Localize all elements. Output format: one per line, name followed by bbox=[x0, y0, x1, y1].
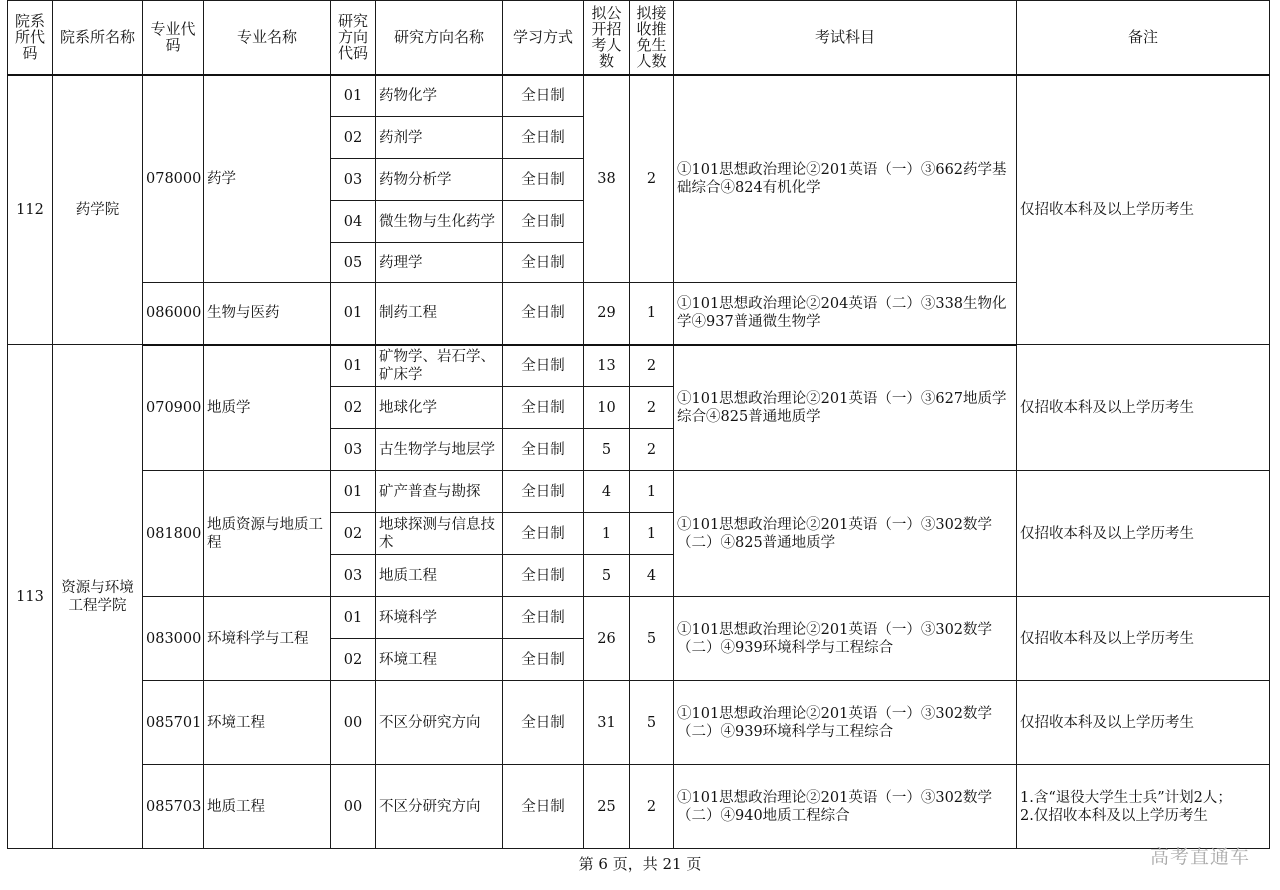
dir-code: 05 bbox=[331, 243, 376, 283]
major-name: 生物与医药 bbox=[204, 283, 331, 345]
major-code: 078000 bbox=[143, 75, 204, 283]
study-mode: 全日制 bbox=[503, 597, 584, 639]
plan-public: 31 bbox=[584, 681, 630, 765]
dir-name: 矿物学、岩石学、矿床学 bbox=[376, 345, 503, 387]
dept-name: 资源与环境工程学院 bbox=[53, 345, 143, 849]
note: 仅招收本科及以上学历考生 bbox=[1017, 681, 1270, 765]
plan-public: 26 bbox=[584, 597, 630, 681]
dir-name: 地球探测与信息技术 bbox=[376, 513, 503, 555]
plan-exempt: 2 bbox=[630, 75, 674, 283]
exam-subjects: ①101思想政治理论②201英语（一）③627地质学综合④825普通地质学 bbox=[674, 345, 1017, 471]
plan-exempt: 5 bbox=[630, 597, 674, 681]
note-line: 2.仅招收本科及以上学历考生 bbox=[1020, 807, 1208, 824]
plan-public: 29 bbox=[584, 283, 630, 345]
table-row bbox=[8, 471, 1270, 513]
exam-subjects: ①101思想政治理论②204英语（二）③338生物化学④937普通微生物学 bbox=[674, 283, 1017, 345]
plan-exempt: 1 bbox=[630, 513, 674, 555]
plan-public: 25 bbox=[584, 765, 630, 849]
page-footer: 第 6 页，共 21 页 bbox=[578, 855, 702, 873]
major-name: 环境工程 bbox=[204, 681, 331, 765]
exam-subjects: ①101思想政治理论②201英语（一）③302数学（二）④940地质工程综合 bbox=[674, 765, 1017, 849]
header-study-mode: 学习方式 bbox=[503, 1, 584, 75]
plan-exempt: 4 bbox=[630, 555, 674, 597]
header-note: 备注 bbox=[1017, 1, 1270, 75]
dir-code: 00 bbox=[331, 765, 376, 849]
dir-name: 制药工程 bbox=[376, 283, 503, 345]
plan-exempt: 2 bbox=[630, 429, 674, 471]
plan-exempt: 2 bbox=[630, 387, 674, 429]
major-name: 药学 bbox=[204, 75, 331, 283]
dir-code: 02 bbox=[331, 117, 376, 159]
study-mode: 全日制 bbox=[503, 765, 584, 849]
study-mode: 全日制 bbox=[503, 75, 584, 117]
dir-name: 环境科学 bbox=[376, 597, 503, 639]
dept-code: 113 bbox=[8, 345, 53, 849]
dir-code: 01 bbox=[331, 283, 376, 345]
table-row bbox=[8, 75, 1270, 117]
major-code: 070900 bbox=[143, 345, 204, 471]
study-mode: 全日制 bbox=[503, 429, 584, 471]
dir-code: 01 bbox=[331, 345, 376, 387]
dir-name: 药物分析学 bbox=[376, 159, 503, 201]
plan-exempt: 1 bbox=[630, 471, 674, 513]
major-code: 083000 bbox=[143, 597, 204, 681]
dept-code: 112 bbox=[8, 75, 53, 345]
watermark: 高考直通车 bbox=[1149, 846, 1250, 868]
study-mode: 全日制 bbox=[503, 243, 584, 283]
table-row bbox=[8, 597, 1270, 639]
dir-code: 03 bbox=[331, 555, 376, 597]
dir-name: 药剂学 bbox=[376, 117, 503, 159]
dir-name: 古生物学与地层学 bbox=[376, 429, 503, 471]
study-mode: 全日制 bbox=[503, 387, 584, 429]
dir-name: 不区分研究方向 bbox=[376, 765, 503, 849]
note bbox=[1017, 765, 1270, 849]
header-dir-name: 研究方向名称 bbox=[376, 1, 503, 75]
major-code: 085703 bbox=[143, 765, 204, 849]
dir-code: 01 bbox=[331, 75, 376, 117]
major-code: 081800 bbox=[143, 471, 204, 597]
dir-name: 地质工程 bbox=[376, 555, 503, 597]
dept-name: 药学院 bbox=[53, 75, 143, 345]
table-row bbox=[8, 765, 1270, 849]
plan-exempt: 5 bbox=[630, 681, 674, 765]
plan-public: 5 bbox=[584, 555, 630, 597]
header-major-name: 专业名称 bbox=[204, 1, 331, 75]
exam-subjects: ①101思想政治理论②201英语（一）③662药学基础综合④824有机化学 bbox=[674, 75, 1017, 283]
table-row bbox=[8, 681, 1270, 765]
note: 仅招收本科及以上学历考生 bbox=[1017, 345, 1270, 471]
dir-code: 01 bbox=[331, 597, 376, 639]
note: 仅招收本科及以上学历考生 bbox=[1017, 75, 1270, 345]
note: 仅招收本科及以上学历考生 bbox=[1017, 597, 1270, 681]
header-plan-exempt: 拟接收推免生人数 bbox=[630, 1, 674, 75]
study-mode: 全日制 bbox=[503, 345, 584, 387]
plan-public: 5 bbox=[584, 429, 630, 471]
dir-name: 微生物与生化药学 bbox=[376, 201, 503, 243]
plan-exempt: 2 bbox=[630, 345, 674, 387]
exam-subjects: ①101思想政治理论②201英语（一）③302数学（二）④825普通地质学 bbox=[674, 471, 1017, 597]
admission-table bbox=[7, 0, 1270, 849]
header-exam: 考试科目 bbox=[674, 1, 1017, 75]
plan-exempt: 2 bbox=[630, 765, 674, 849]
note: 仅招收本科及以上学历考生 bbox=[1017, 471, 1270, 597]
major-name: 环境科学与工程 bbox=[204, 597, 331, 681]
dir-code: 02 bbox=[331, 639, 376, 681]
study-mode: 全日制 bbox=[503, 513, 584, 555]
dir-name: 矿产普查与勘探 bbox=[376, 471, 503, 513]
plan-exempt: 1 bbox=[630, 283, 674, 345]
plan-public: 10 bbox=[584, 387, 630, 429]
study-mode: 全日制 bbox=[503, 639, 584, 681]
dir-name: 地球化学 bbox=[376, 387, 503, 429]
dir-code: 03 bbox=[331, 159, 376, 201]
major-code: 085701 bbox=[143, 681, 204, 765]
header-dept-name: 院系所名称 bbox=[53, 1, 143, 75]
study-mode: 全日制 bbox=[503, 201, 584, 243]
dir-code: 02 bbox=[331, 387, 376, 429]
dir-name: 药物化学 bbox=[376, 75, 503, 117]
dir-name: 不区分研究方向 bbox=[376, 681, 503, 765]
plan-public: 1 bbox=[584, 513, 630, 555]
header-row bbox=[8, 1, 1270, 75]
study-mode: 全日制 bbox=[503, 681, 584, 765]
dir-name: 环境工程 bbox=[376, 639, 503, 681]
table-row bbox=[8, 345, 1270, 387]
study-mode: 全日制 bbox=[503, 555, 584, 597]
exam-subjects: ①101思想政治理论②201英语（一）③302数学（二）④939环境科学与工程综合 bbox=[674, 597, 1017, 681]
plan-public: 13 bbox=[584, 345, 630, 387]
study-mode: 全日制 bbox=[503, 471, 584, 513]
major-name: 地质资源与地质工程 bbox=[204, 471, 331, 597]
dir-name: 药理学 bbox=[376, 243, 503, 283]
note-line: 1.含“退役大学生士兵”计划2人； bbox=[1020, 789, 1232, 806]
dir-code: 01 bbox=[331, 471, 376, 513]
study-mode: 全日制 bbox=[503, 117, 584, 159]
study-mode: 全日制 bbox=[503, 283, 584, 345]
plan-public: 38 bbox=[584, 75, 630, 283]
header-major-code: 专业代码 bbox=[143, 1, 204, 75]
major-code: 086000 bbox=[143, 283, 204, 345]
exam-subjects: ①101思想政治理论②201英语（一）③302数学（二）④939环境科学与工程综合 bbox=[674, 681, 1017, 765]
dir-code: 00 bbox=[331, 681, 376, 765]
dir-code: 04 bbox=[331, 201, 376, 243]
study-mode: 全日制 bbox=[503, 159, 584, 201]
header-plan-public: 拟公开招考人数 bbox=[584, 1, 630, 75]
major-name: 地质工程 bbox=[204, 765, 331, 849]
plan-public: 4 bbox=[584, 471, 630, 513]
header-dept-code: 院系所代码 bbox=[8, 1, 53, 75]
dir-code: 02 bbox=[331, 513, 376, 555]
dir-code: 03 bbox=[331, 429, 376, 471]
major-name: 地质学 bbox=[204, 345, 331, 471]
header-dir-code: 研究方向代码 bbox=[331, 1, 376, 75]
